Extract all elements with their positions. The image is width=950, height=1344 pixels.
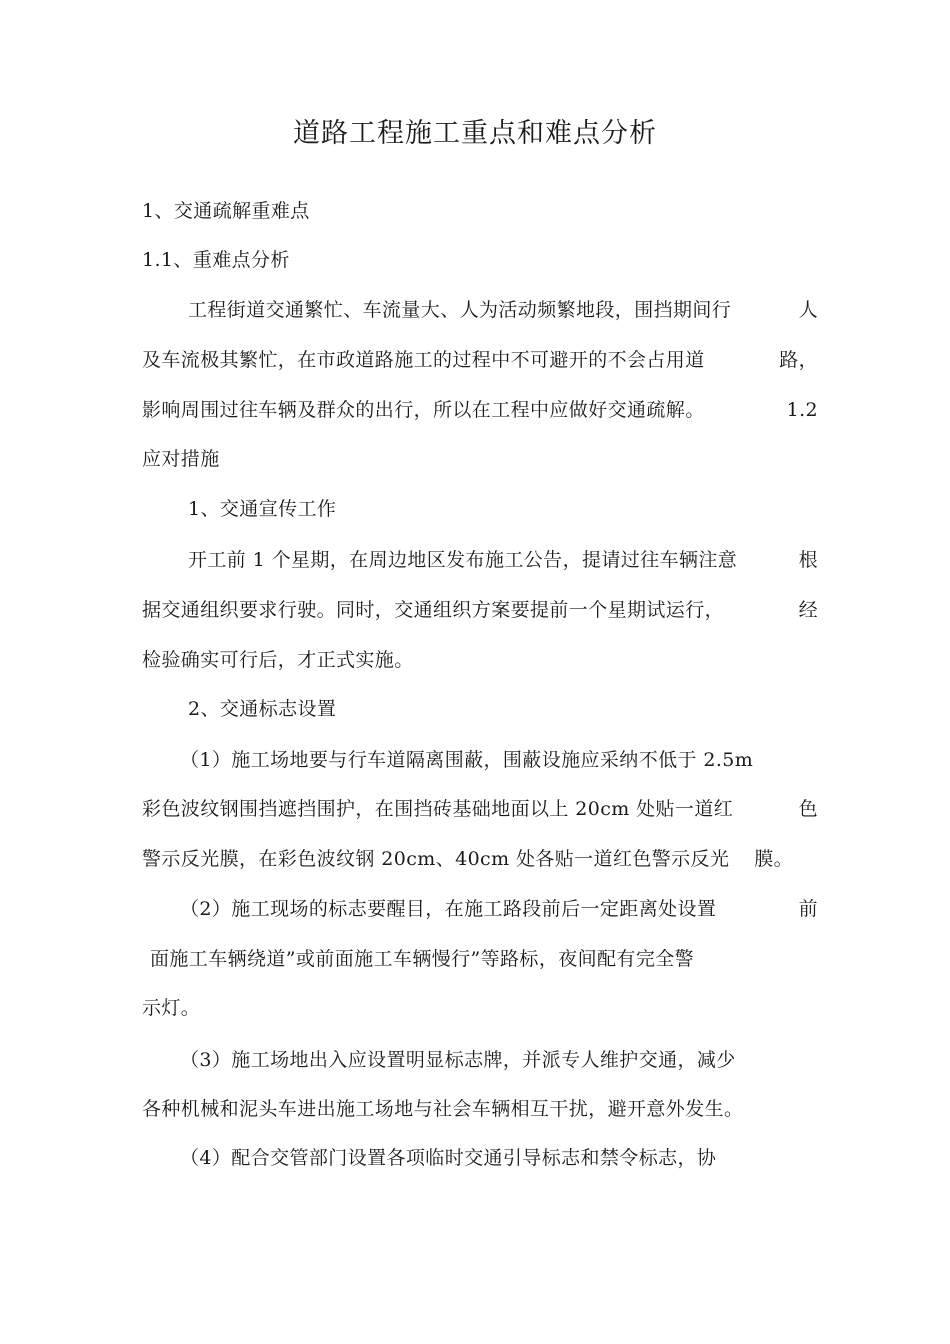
paragraph-3-line-2-text: 彩色波纹钢围挡遮挡围护，在围挡砖基础地面以上 20cm 处贴一道红 [142, 798, 734, 820]
paragraph-4-line-2: 面施工车辆绕道”或前面施工车辆慢行”等路标，夜间配有完全警 [150, 948, 695, 970]
paragraph-6-line-1: （4）配合交管部门设置各项临时交通引导标志和禁令标志，协 [180, 1147, 717, 1169]
paragraph-4-line-1 [180, 894, 818, 924]
paragraph-2-line-2-text: 据交通组织要求行驶。同时，交通组织方案要提前一个星期试运行， [142, 599, 725, 621]
paragraph-4-line-1-end: 前 [798, 898, 818, 920]
paragraph-2-line-1-text: 开工前 1 个星期，在周边地区发布施工公告，提请过往车辆注意 [188, 549, 738, 571]
paragraph-1-line-2-end: 路， [779, 349, 818, 371]
paragraph-3-line-3-text: 警示反光膜，在彩色波纹钢 20cm、40cm 处各贴一道红色警示反光 [142, 848, 730, 870]
paragraph-1-line-1-text: 工程街道交通繁忙、车流量大、人为活动频繁地段，围挡期间行 [188, 299, 732, 321]
paragraph-2-line-1-end: 根 [798, 549, 818, 571]
paragraph-2-line-3: 检验确实可行后，才正式实施。 [142, 649, 414, 671]
document-title: 道路工程施工重点和难点分析 [293, 118, 657, 149]
section-1-heading: 1、交通疏解重难点 [142, 200, 310, 222]
paragraph-1-line-3-end: 1.2 [786, 399, 818, 421]
paragraph-1-line-2-text: 及车流极其繁忙，在市政道路施工的过程中不可避开的不会占用道 [142, 349, 705, 371]
paragraph-2-line-2-end: 经 [798, 599, 818, 621]
paragraph-1-line-1-end: 人 [798, 299, 818, 321]
paragraph-2-line-2 [142, 595, 818, 625]
paragraph-1-line-4: 应对措施 [142, 448, 220, 470]
paragraph-3-line-2-end: 色 [798, 798, 818, 820]
paragraph-3-line-2 [142, 794, 818, 824]
paragraph-1-line-3 [142, 395, 818, 425]
paragraph-5-line-2: 各种机械和泥头车进出施工场地与社会车辆相互干扰，避开意外发生。 [142, 1098, 744, 1120]
item-1-heading: 1、交通宣传工作 [188, 498, 337, 520]
paragraph-1-line-1 [188, 295, 818, 325]
paragraph-1-line-2 [142, 345, 818, 375]
paragraph-3-line-3-end: 膜。 [754, 848, 794, 870]
paragraph-4-line-1-text: （2）施工现场的标志要醒目，在施工路段前后一定距离处设置 [180, 898, 717, 920]
paragraph-2-line-1 [188, 545, 818, 575]
section-1-1-heading: 1.1、重难点分析 [142, 249, 290, 271]
item-2-heading: 2、交通标志设置 [188, 698, 337, 720]
paragraph-1-line-3-text: 影响周围过往车辆及群众的出行，所以在工程中应做好交通疏解。 [142, 399, 705, 421]
paragraph-3-line-1: （1）施工场地要与行车道隔离围蔽，围蔽设施应采纳不低于 2.5m [180, 749, 754, 771]
paragraph-4-line-3: 示灯。 [142, 997, 201, 1019]
paragraph-5-line-1: （3）施工场地出入应设置明显标志牌，并派专人维护交通，减少 [180, 1049, 736, 1071]
paragraph-3-line-3 [142, 844, 793, 874]
